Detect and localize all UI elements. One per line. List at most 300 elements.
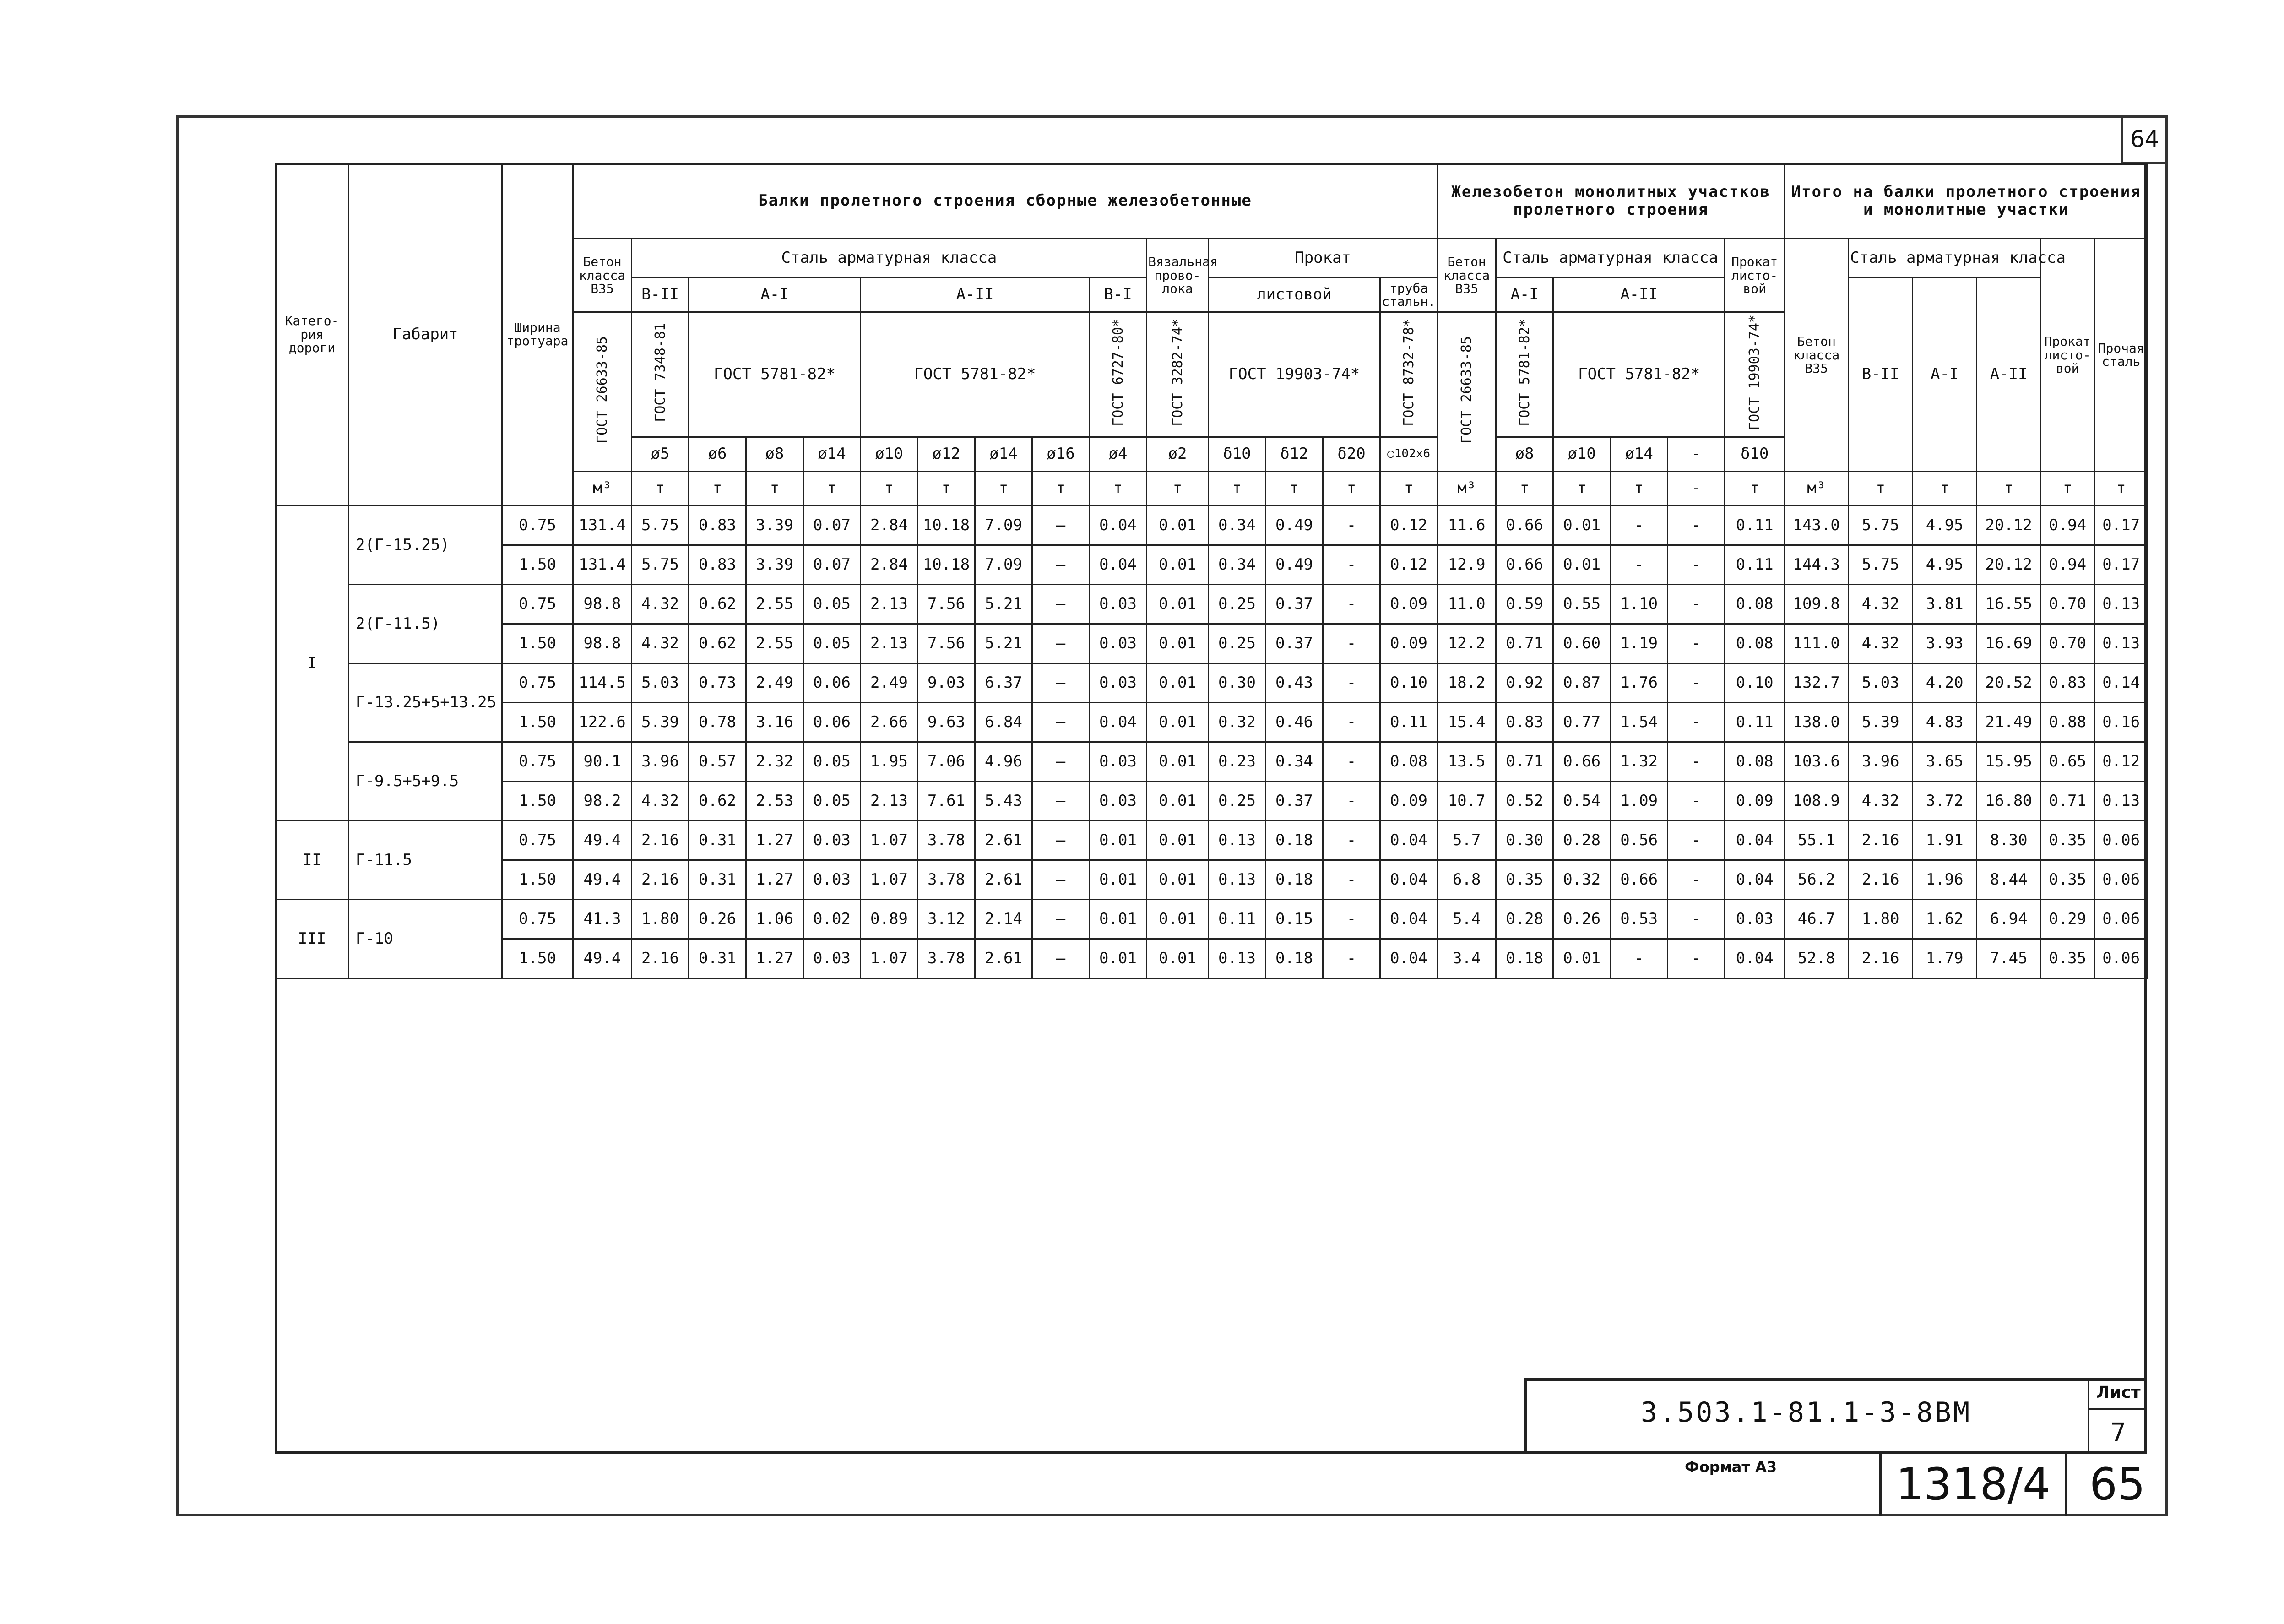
table-cell: 0.03 (1090, 742, 1147, 781)
table-cell: 7.45 (1977, 939, 2041, 978)
diameter-cell: - (1668, 437, 1725, 471)
table-cell: 1.95 (861, 742, 918, 781)
table-cell: - (1611, 939, 1668, 978)
table-cell: 0.35 (2041, 860, 2094, 899)
table-cell: 49.4 (573, 860, 632, 899)
table-cell: 7.56 (918, 584, 975, 624)
table-cell: - (1668, 663, 1725, 702)
diameter-cell: δ10 (1725, 437, 1785, 471)
table-cell: 0.02 (803, 899, 861, 939)
table-cell: - (1668, 860, 1725, 899)
unit-cell: т (1032, 471, 1090, 505)
table-cell: 1.91 (1913, 820, 1977, 860)
table-cell: 1.50 (502, 624, 573, 663)
table-cell: 0.05 (803, 742, 861, 781)
table-cell: 0.01 (1147, 702, 1209, 742)
diameter-cell: ø6 (689, 437, 746, 471)
gabarit-cell: Г-11.5 (349, 820, 502, 899)
materials-table (275, 163, 2148, 979)
table-cell: 20.12 (1977, 505, 2041, 545)
total-class-b2: В-II (1849, 278, 1913, 472)
gabarit-cell: 2(Г-15.25) (349, 505, 502, 584)
total-steel-header: Сталь арматурная класса (1849, 239, 2041, 278)
table-cell: 5.43 (975, 781, 1032, 820)
table-cell: 0.01 (1090, 899, 1147, 939)
table-cell: - (1611, 545, 1668, 584)
gost-6727-label: ГОСТ 6727-80* (1090, 312, 1147, 437)
table-cell: 3.39 (746, 545, 803, 584)
table-cell: 0.01 (1147, 742, 1209, 781)
table-cell: 7.09 (975, 505, 1032, 545)
table-cell: - (1668, 584, 1725, 624)
table-cell: 143.0 (1785, 505, 1849, 545)
table-cell: 0.04 (1090, 702, 1147, 742)
table-cell: - (1611, 505, 1668, 545)
table-cell: - (1668, 702, 1725, 742)
table-cell: 0.01 (1147, 939, 1209, 978)
mono-gost-19903: ГОСТ 19903-74* (1725, 312, 1785, 437)
table-cell: 0.01 (1147, 663, 1209, 702)
table-cell: 2.13 (861, 584, 918, 624)
mono-class-a2: А-II (1553, 278, 1725, 312)
table-cell: 0.04 (1380, 899, 1438, 939)
table-cell: 1.50 (502, 545, 573, 584)
unit-cell: т (1266, 471, 1323, 505)
table-cell: 56.2 (1785, 860, 1849, 899)
table-cell: 0.31 (689, 860, 746, 899)
table-row (276, 702, 2148, 742)
table-cell: 11.0 (1438, 584, 1496, 624)
table-cell: 4.32 (1849, 584, 1913, 624)
unit-cell: м³ (1785, 471, 1849, 505)
table-cell: 0.03 (1090, 781, 1147, 820)
table-cell: 0.05 (803, 781, 861, 820)
table-cell: 0.65 (2041, 742, 2094, 781)
table-cell: 0.03 (1090, 663, 1147, 702)
table-cell: 21.49 (1977, 702, 2041, 742)
table-cell: 0.23 (1209, 742, 1266, 781)
unit-cell: т (1323, 471, 1380, 505)
table-cell: 8.30 (1977, 820, 2041, 860)
table-cell: 0.71 (2041, 781, 2094, 820)
table-cell: 0.03 (803, 939, 861, 978)
table-cell: 0.04 (1380, 939, 1438, 978)
table-cell: 3.93 (1913, 624, 1977, 663)
table-cell: 0.26 (689, 899, 746, 939)
table-cell: - (1668, 505, 1725, 545)
table-row (276, 939, 2148, 978)
table-cell: 2.32 (746, 742, 803, 781)
table-cell: - (1323, 624, 1380, 663)
table-cell: 16.55 (1977, 584, 2041, 624)
table-cell: 131.4 (573, 505, 632, 545)
table-cell: – (1032, 663, 1090, 702)
table-cell: 0.01 (1147, 860, 1209, 899)
table-cell: 6.37 (975, 663, 1032, 702)
table-cell: 0.01 (1147, 505, 1209, 545)
table-row (276, 781, 2148, 820)
table-cell: 138.0 (1785, 702, 1849, 742)
table-cell: 0.10 (1725, 663, 1785, 702)
diameter-cell: δ12 (1266, 437, 1323, 471)
table-cell: 5.4 (1438, 899, 1496, 939)
table-cell: 0.83 (689, 505, 746, 545)
diameter-cell: ø14 (1611, 437, 1668, 471)
table-cell: 114.5 (573, 663, 632, 702)
table-cell: 5.75 (1849, 505, 1913, 545)
table-cell: - (1323, 860, 1380, 899)
diameter-cell: δ10 (1209, 437, 1266, 471)
table-cell: 0.32 (1209, 702, 1266, 742)
table-row (276, 505, 2148, 545)
table-cell: 0.03 (803, 860, 861, 899)
table-cell: 0.25 (1209, 624, 1266, 663)
table-cell: 0.12 (1380, 505, 1438, 545)
table-cell: 0.01 (1147, 899, 1209, 939)
table-cell: 0.25 (1209, 781, 1266, 820)
unit-cell: т (1496, 471, 1553, 505)
table-cell: 0.28 (1496, 899, 1553, 939)
mono-concrete-header: Бетон класса В35 (1438, 239, 1496, 312)
table-cell: 2.61 (975, 860, 1032, 899)
category-cell: III (276, 899, 349, 978)
table-cell: 0.75 (502, 663, 573, 702)
table-cell: 0.01 (1147, 820, 1209, 860)
table-cell: 2.49 (861, 663, 918, 702)
table-cell: 4.32 (632, 624, 689, 663)
stamp-right: 65 (2089, 1459, 2146, 1510)
table-cell: – (1032, 624, 1090, 663)
table-cell: 1.10 (1611, 584, 1668, 624)
table-cell: 0.08 (1725, 584, 1785, 624)
table-cell: 20.12 (1977, 545, 2041, 584)
table-cell: 1.79 (1913, 939, 1977, 978)
table-cell: 0.13 (2094, 624, 2148, 663)
table-cell: 0.83 (1496, 702, 1553, 742)
table-cell: 0.18 (1266, 939, 1323, 978)
table-cell: 5.21 (975, 624, 1032, 663)
table-cell: 49.4 (573, 820, 632, 860)
table-cell: 0.16 (2094, 702, 2148, 742)
gost-5781-a2: ГОСТ 5781-82* (861, 312, 1090, 437)
table-cell: 1.07 (861, 860, 918, 899)
table-cell: 2.13 (861, 781, 918, 820)
gost-3282-label: ГОСТ 3282-74* (1147, 312, 1209, 437)
table-cell: - (1323, 545, 1380, 584)
table-cell: 1.27 (746, 820, 803, 860)
table-cell: 1.62 (1913, 899, 1977, 939)
table-cell: 7.09 (975, 545, 1032, 584)
table-cell: 3.12 (918, 899, 975, 939)
table-cell: 0.37 (1266, 781, 1323, 820)
unit-cell: т (918, 471, 975, 505)
table-cell: 3.72 (1913, 781, 1977, 820)
table-cell: 0.18 (1266, 820, 1323, 860)
table-cell: 0.75 (502, 742, 573, 781)
table-cell: 0.37 (1266, 624, 1323, 663)
table-cell: 0.01 (1553, 939, 1611, 978)
col-gabarit-header: Габарит (349, 163, 502, 506)
table-cell: 0.28 (1553, 820, 1611, 860)
table-cell: 0.05 (803, 584, 861, 624)
table-cell: 0.83 (2041, 663, 2094, 702)
table-cell: 0.31 (689, 820, 746, 860)
table-cell: 98.8 (573, 624, 632, 663)
beams-steel-header: Сталь арматурная класса (632, 239, 1147, 278)
table-cell: 0.08 (1725, 624, 1785, 663)
table-row (276, 584, 2148, 624)
table-cell: 15.95 (1977, 742, 2041, 781)
table-cell: 0.49 (1266, 505, 1323, 545)
table-cell: 131.4 (573, 545, 632, 584)
table-cell: 5.75 (632, 505, 689, 545)
total-class-a2: А-II (1977, 278, 2041, 472)
table-cell: 0.70 (2041, 624, 2094, 663)
table-cell: 0.13 (2094, 781, 2148, 820)
table-cell: 0.34 (1266, 742, 1323, 781)
table-cell: 0.62 (689, 584, 746, 624)
table-cell: - (1323, 939, 1380, 978)
table-row (276, 663, 2148, 702)
table-cell: 1.07 (861, 820, 918, 860)
table-cell: 8.44 (1977, 860, 2041, 899)
table-cell: 2.55 (746, 584, 803, 624)
table-cell: 5.75 (1849, 545, 1913, 584)
table-cell: 0.71 (1496, 624, 1553, 663)
table-cell: 0.09 (1725, 781, 1785, 820)
table-cell: 0.66 (1496, 505, 1553, 545)
diameter-cell: ø14 (803, 437, 861, 471)
table-cell: 10.18 (918, 545, 975, 584)
table-cell: 3.65 (1913, 742, 1977, 781)
table-cell: 0.32 (1553, 860, 1611, 899)
table-cell: - (1668, 624, 1725, 663)
table-cell: 0.01 (1147, 781, 1209, 820)
table-cell: 11.6 (1438, 505, 1496, 545)
table-cell: 0.12 (2094, 742, 2148, 781)
class-a2: А-II (861, 278, 1090, 312)
table-cell: 0.11 (1725, 545, 1785, 584)
category-cell: II (276, 820, 349, 899)
table-cell: 0.01 (1553, 505, 1611, 545)
pipe-header: труба стальн. (1380, 278, 1438, 312)
table-cell: 0.11 (1725, 702, 1785, 742)
unit-cell: т (1611, 471, 1668, 505)
unit-cell: т (861, 471, 918, 505)
table-cell: 2.14 (975, 899, 1032, 939)
table-cell: - (1668, 545, 1725, 584)
unit-cell: т (1209, 471, 1266, 505)
table-cell: 3.16 (746, 702, 803, 742)
table-cell: 0.54 (1553, 781, 1611, 820)
table-cell: 0.10 (1380, 663, 1438, 702)
class-a1: А-I (689, 278, 861, 312)
table-cell: 0.29 (2041, 899, 2094, 939)
table-cell: 0.59 (1496, 584, 1553, 624)
table-cell: 55.1 (1785, 820, 1849, 860)
beams-concrete-header: Бетон класса В35 (573, 239, 632, 312)
table-cell: 0.35 (2041, 939, 2094, 978)
table-cell: 0.03 (803, 820, 861, 860)
table-cell: 9.63 (918, 702, 975, 742)
table-cell: - (1323, 899, 1380, 939)
table-cell: 1.80 (632, 899, 689, 939)
table-cell: 6.84 (975, 702, 1032, 742)
table-cell: 2.61 (975, 939, 1032, 978)
table-cell: 2.16 (632, 939, 689, 978)
class-b1: В-I (1090, 278, 1147, 312)
table-row (276, 624, 2148, 663)
table-cell: 7.61 (918, 781, 975, 820)
table-cell: 0.13 (1209, 860, 1266, 899)
mono-gost-26633-label: ГОСТ 26633-85 (1438, 312, 1496, 472)
table-cell: 4.96 (975, 742, 1032, 781)
table-cell: 0.01 (1147, 584, 1209, 624)
diameter-cell: ø16 (1032, 437, 1090, 471)
table-cell: 1.19 (1611, 624, 1668, 663)
group-beams-header: Балки пролетного строения сборные железобетонные (573, 163, 1438, 239)
table-cell: 12.2 (1438, 624, 1496, 663)
table-cell: 7.06 (918, 742, 975, 781)
unit-cell: т (803, 471, 861, 505)
table-cell: 0.26 (1553, 899, 1611, 939)
unit-cell: т (1849, 471, 1913, 505)
table-cell: 2.16 (632, 860, 689, 899)
table-cell: 0.70 (2041, 584, 2094, 624)
table-cell: 3.39 (746, 505, 803, 545)
table-cell: 103.6 (1785, 742, 1849, 781)
page-number: 64 (2121, 117, 2166, 164)
unit-cell: т (975, 471, 1032, 505)
unit-cell: м³ (573, 471, 632, 505)
table-cell: 49.4 (573, 939, 632, 978)
table-cell: 2.66 (861, 702, 918, 742)
table-cell: 0.03 (1090, 624, 1147, 663)
table-cell: 0.04 (1090, 545, 1147, 584)
total-class-a1: А-I (1913, 278, 1977, 472)
table-cell: 1.50 (502, 781, 573, 820)
table-cell: 0.18 (1266, 860, 1323, 899)
table-cell: 0.03 (1725, 899, 1785, 939)
table-cell: 2.84 (861, 545, 918, 584)
table-cell: - (1323, 505, 1380, 545)
table-cell: 0.01 (1147, 624, 1209, 663)
table-cell: 0.75 (502, 820, 573, 860)
diameter-cell: ø10 (861, 437, 918, 471)
table-cell: 0.87 (1553, 663, 1611, 702)
table-cell: 0.25 (1209, 584, 1266, 624)
group-monolithic-header: Железобетон монолитных участков пролетного строения (1438, 163, 1785, 239)
table-cell: 0.04 (1380, 820, 1438, 860)
table-cell: 6.94 (1977, 899, 2041, 939)
table-cell: 0.06 (803, 702, 861, 742)
table-cell: 0.56 (1611, 820, 1668, 860)
table-cell: 0.12 (1380, 545, 1438, 584)
table-cell: 0.31 (689, 939, 746, 978)
table-cell: 0.18 (1496, 939, 1553, 978)
table-cell: 3.81 (1913, 584, 1977, 624)
table-cell: – (1032, 702, 1090, 742)
table-cell: 7.56 (918, 624, 975, 663)
table-cell: 0.01 (1147, 545, 1209, 584)
gabarit-cell: Г-10 (349, 899, 502, 978)
table-cell: - (1668, 742, 1725, 781)
unit-cell: т (1380, 471, 1438, 505)
table-cell: 0.75 (502, 584, 573, 624)
table-cell: – (1032, 781, 1090, 820)
gost-8732-label: ГОСТ 8732-78* (1380, 312, 1438, 437)
table-cell: 0.04 (1725, 860, 1785, 899)
table-cell: 4.95 (1913, 505, 1977, 545)
table-cell: 0.89 (861, 899, 918, 939)
table-cell: 2.61 (975, 820, 1032, 860)
diameter-cell: ø10 (1553, 437, 1611, 471)
table-cell: - (1668, 781, 1725, 820)
mono-class-a1: А-I (1496, 278, 1553, 312)
table-cell: - (1668, 820, 1725, 860)
table-cell: 0.06 (2094, 939, 2148, 978)
table-cell: 0.52 (1496, 781, 1553, 820)
table-cell: 1.27 (746, 860, 803, 899)
table-cell: 0.34 (1209, 545, 1266, 584)
table-cell: 18.2 (1438, 663, 1496, 702)
table-cell: 0.14 (2094, 663, 2148, 702)
table-cell: 1.50 (502, 939, 573, 978)
table-cell: 0.01 (1090, 860, 1147, 899)
table-cell: 4.32 (1849, 624, 1913, 663)
table-cell: 41.3 (573, 899, 632, 939)
table-cell: 122.6 (573, 702, 632, 742)
table-cell: – (1032, 742, 1090, 781)
table-cell: 3.78 (918, 860, 975, 899)
unit-cell: т (746, 471, 803, 505)
table-row (276, 820, 2148, 860)
table-cell: 5.39 (1849, 702, 1913, 742)
diameter-cell: ø8 (1496, 437, 1553, 471)
table-cell: 0.17 (2094, 505, 2148, 545)
table-cell: 5.7 (1438, 820, 1496, 860)
table-cell: 0.06 (2094, 860, 2148, 899)
mono-rolled-header: Прокат листо-вой (1725, 239, 1785, 312)
unit-cell: т (1977, 471, 2041, 505)
table-cell: - (1323, 584, 1380, 624)
table-row (276, 899, 2148, 939)
table-cell: 5.03 (1849, 663, 1913, 702)
table-cell: 1.32 (1611, 742, 1668, 781)
table-cell: 4.32 (632, 781, 689, 820)
table-cell: 0.57 (689, 742, 746, 781)
table-cell: 2.53 (746, 781, 803, 820)
table-cell: 3.78 (918, 939, 975, 978)
table-cell: 98.2 (573, 781, 632, 820)
table-cell: 2.16 (1849, 820, 1913, 860)
mono-gost-5781-a1: ГОСТ 5781-82* (1496, 312, 1553, 437)
table-cell: 6.8 (1438, 860, 1496, 899)
table-cell: 1.09 (1611, 781, 1668, 820)
mono-steel-header: Сталь арматурная класса (1496, 239, 1725, 278)
col-category-header: Катего-рия дороги (276, 163, 349, 506)
table-cell: 0.30 (1496, 820, 1553, 860)
table-cell: 0.75 (502, 505, 573, 545)
diameter-cell: ○102x6 (1380, 437, 1438, 471)
table-cell: 5.75 (632, 545, 689, 584)
table-cell: 0.62 (689, 781, 746, 820)
table-cell: 10.7 (1438, 781, 1496, 820)
table-cell: 0.04 (1090, 505, 1147, 545)
table-cell: 3.96 (1849, 742, 1913, 781)
table-cell: 2.16 (632, 820, 689, 860)
table-cell: 0.94 (2041, 545, 2094, 584)
